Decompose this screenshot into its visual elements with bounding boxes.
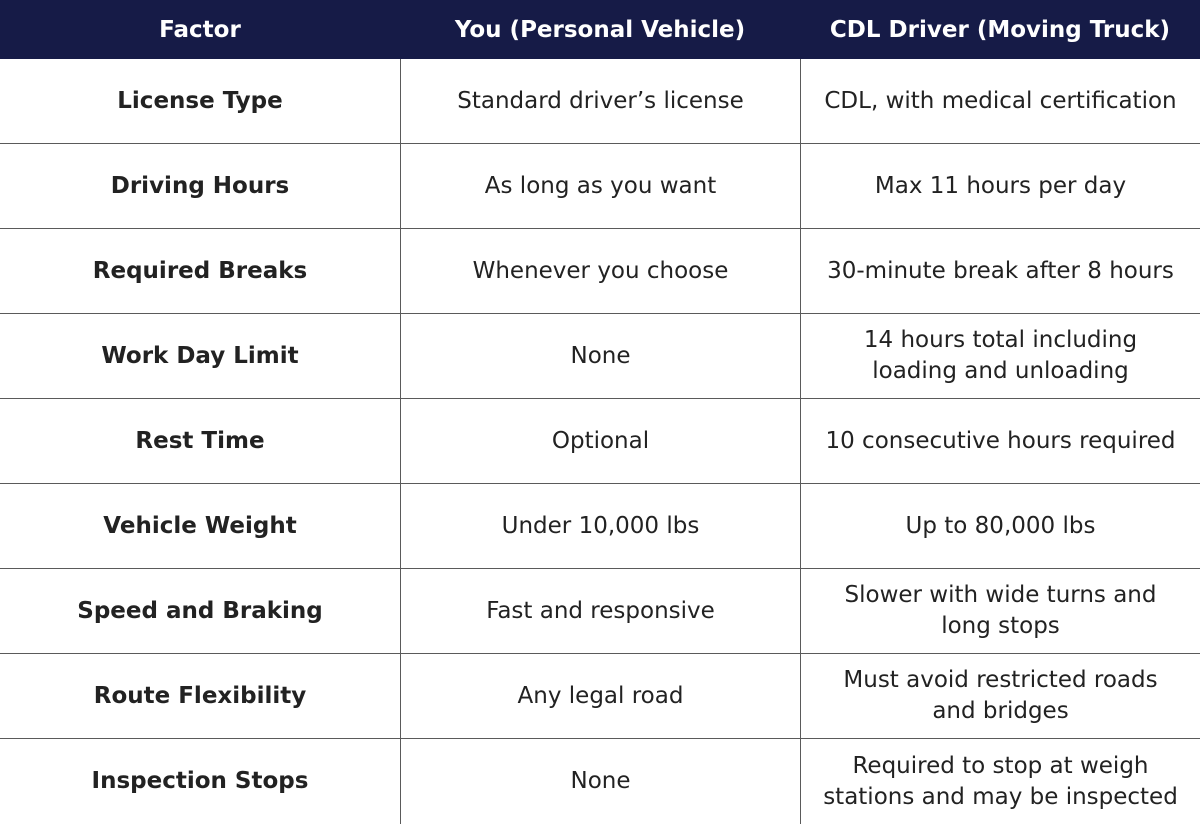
cdl-driver-cell: Slower with wide turns and long stops	[800, 569, 1200, 653]
personal-vehicle-cell: Under 10,000 lbs	[400, 484, 800, 568]
cdl-driver-cell: Max 11 hours per day	[800, 144, 1200, 228]
table-row	[0, 739, 1200, 824]
table-row	[0, 654, 1200, 739]
factor-cell: Driving Hours	[110, 172, 290, 199]
table-body	[0, 59, 1200, 824]
header-personal-vehicle: You (Personal Vehicle)	[454, 16, 746, 43]
cdl-driver-cell: 14 hours total including loading and unloading	[800, 314, 1200, 398]
cdl-driver-cell: Up to 80,000 lbs	[800, 484, 1200, 568]
personal-vehicle-cell: Whenever you choose	[400, 229, 800, 313]
table-header	[0, 0, 1200, 59]
factor-cell: Route Flexibility	[93, 682, 307, 709]
factor-cell: Work Day Limit	[101, 342, 299, 369]
cdl-driver-cell: Must avoid restricted roads and bridges	[800, 654, 1200, 738]
factor-cell: Speed and Braking	[77, 597, 323, 624]
factor-cell: License Type	[117, 87, 283, 114]
cdl-driver-cell: CDL, with medical certification	[800, 59, 1200, 143]
table-row	[0, 484, 1200, 569]
factor-cell: Inspection Stops	[91, 768, 309, 794]
personal-vehicle-cell: None	[400, 739, 800, 824]
personal-vehicle-cell: Standard driver’s license	[400, 59, 800, 143]
header-cdl-driver: CDL Driver (Moving Truck)	[829, 16, 1171, 43]
personal-vehicle-cell: Any legal road	[400, 654, 800, 738]
factor-cell: Required Breaks	[92, 257, 308, 284]
personal-vehicle-cell: As long as you want	[400, 144, 800, 228]
table-row	[0, 399, 1200, 484]
table-row	[0, 314, 1200, 399]
cdl-driver-cell: 30-minute break after 8 hours	[800, 229, 1200, 313]
personal-vehicle-cell: Fast and responsive	[400, 569, 800, 653]
factor-cell: Vehicle Weight	[103, 512, 297, 539]
cdl-driver-cell: Required to stop at weigh stations and may be inspected	[800, 739, 1200, 824]
personal-vehicle-cell: None	[400, 314, 800, 398]
table-row	[0, 569, 1200, 654]
table-row	[0, 229, 1200, 314]
header-factor: Factor	[159, 16, 241, 43]
personal-vehicle-cell: Optional	[400, 399, 800, 483]
table-row	[0, 59, 1200, 144]
factor-cell: Rest Time	[135, 427, 265, 454]
table-row	[0, 144, 1200, 229]
cdl-driver-cell: 10 consecutive hours required	[800, 399, 1200, 483]
